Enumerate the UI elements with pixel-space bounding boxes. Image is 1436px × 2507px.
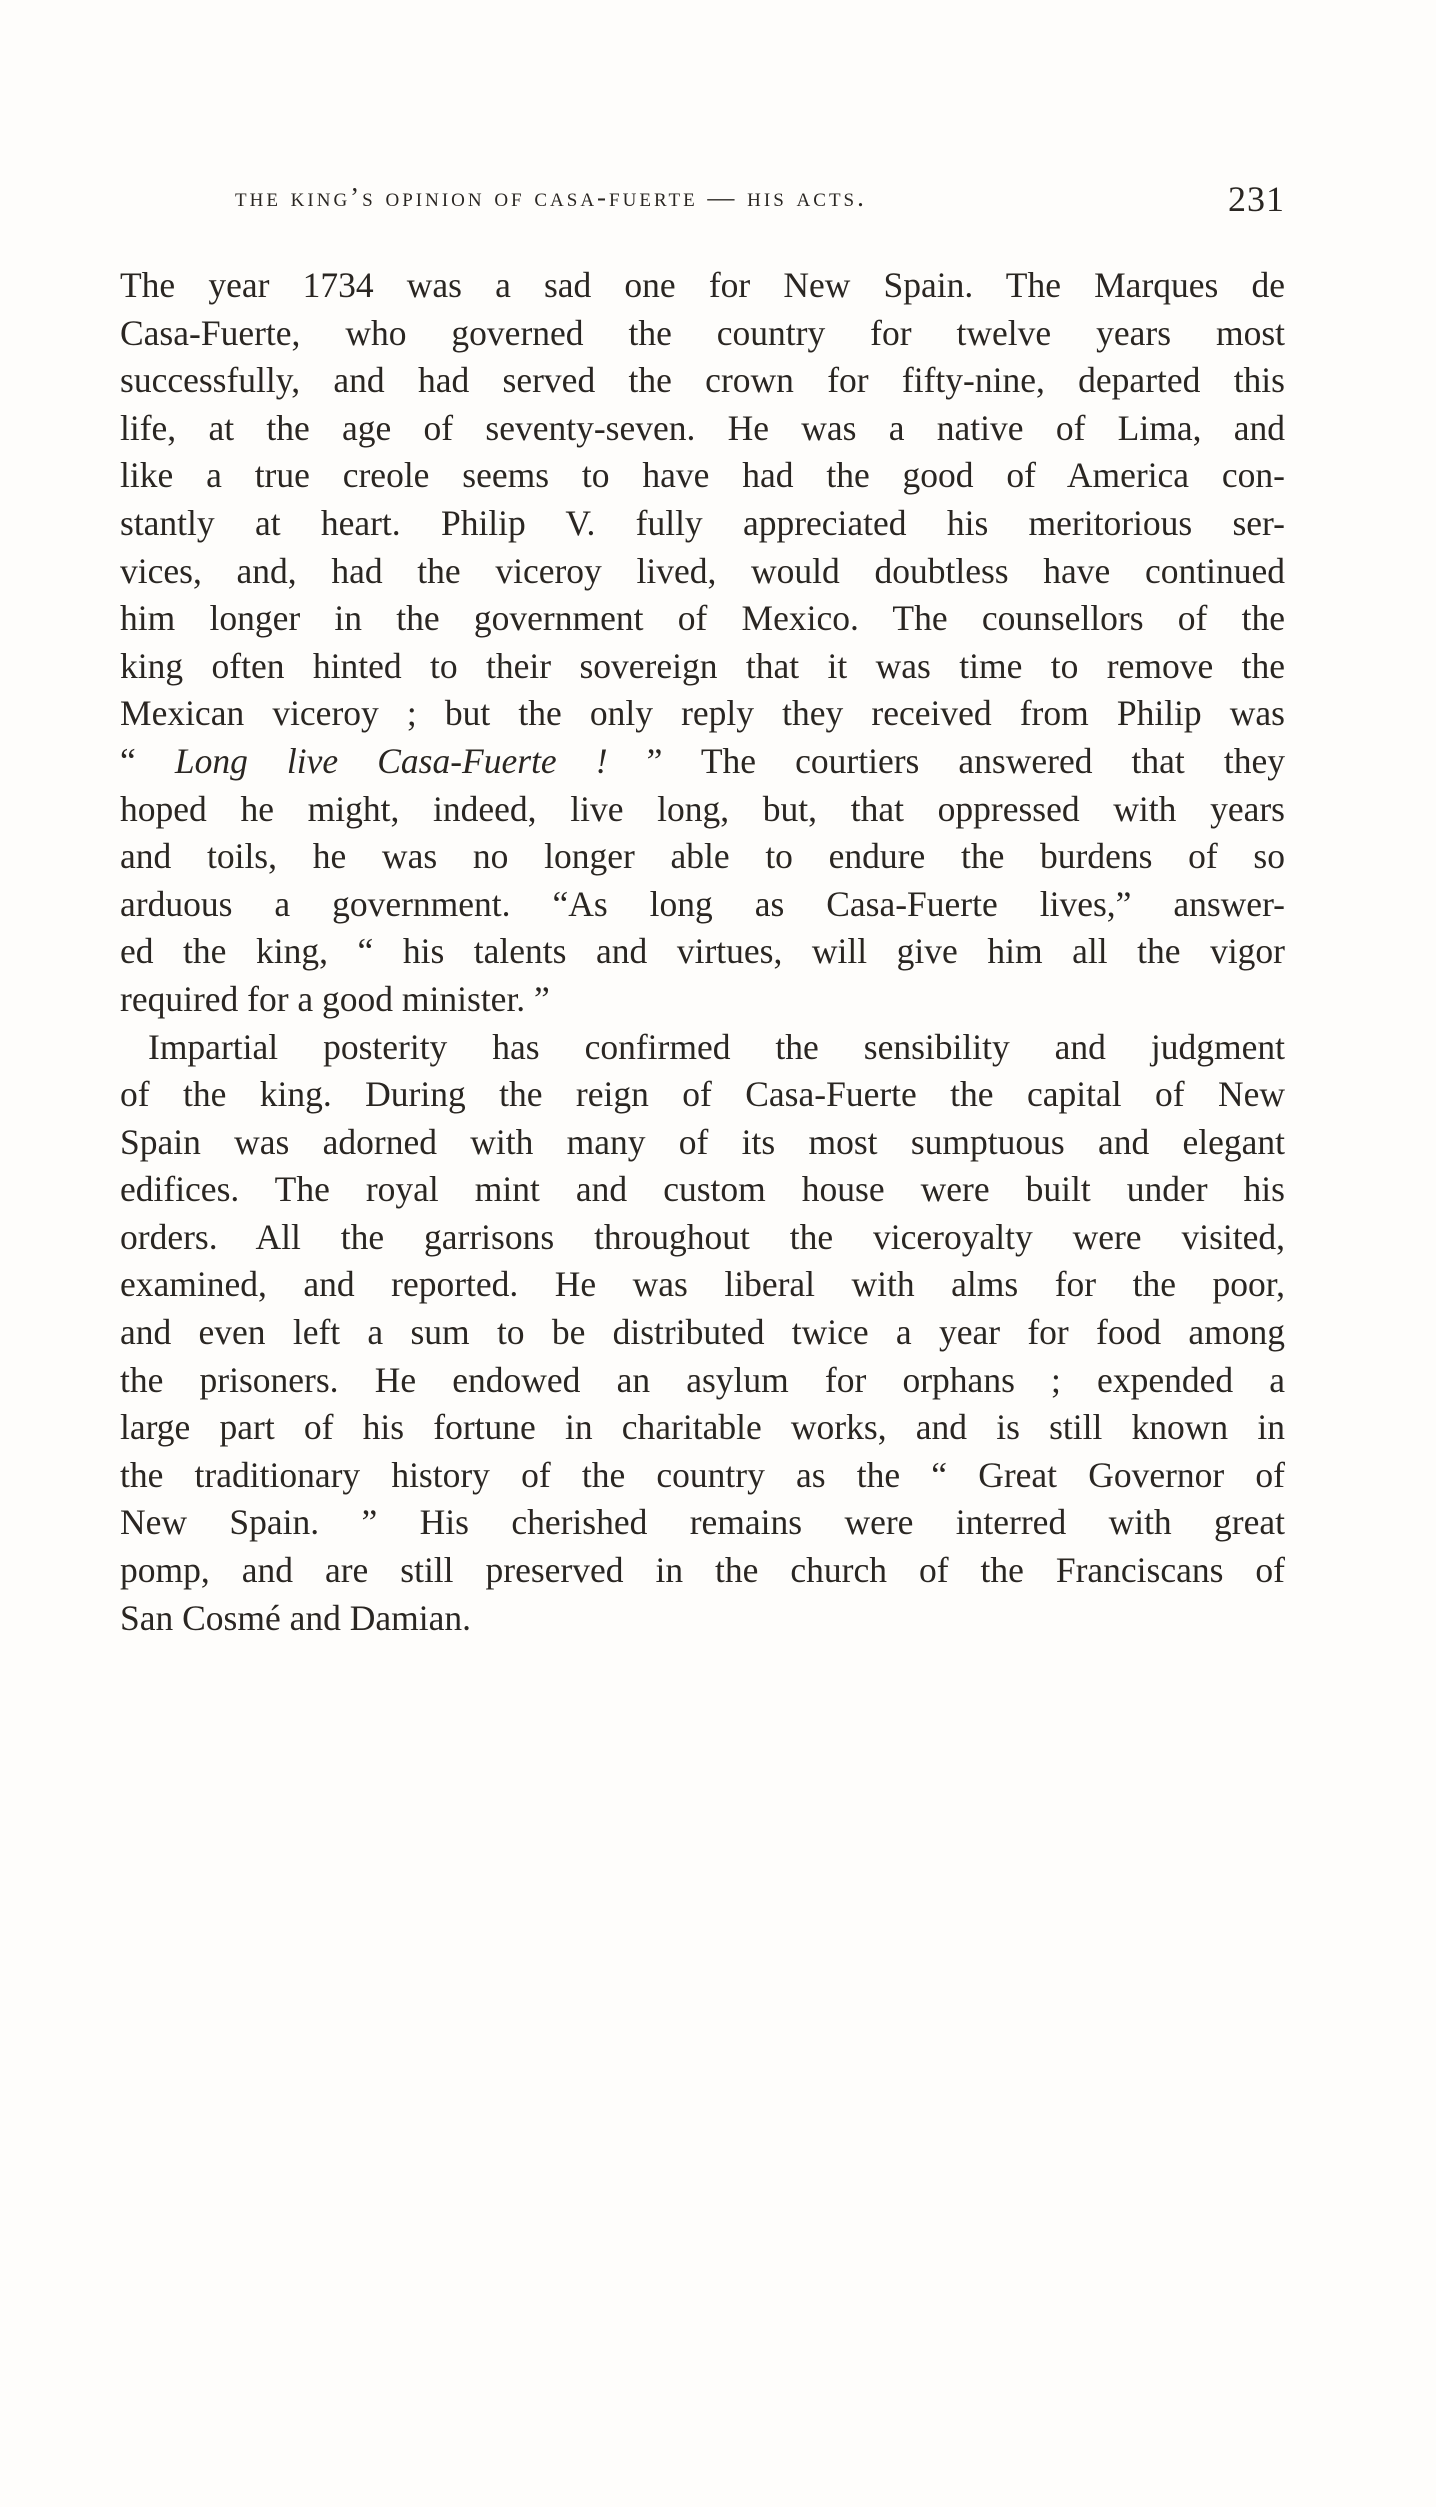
paragraph-2 [120,1024,1285,1643]
italic-quote: Long live Casa-Fuerte ! [174,740,608,781]
text-line: required for a good minister. ” [120,978,550,1019]
text-line: ed the king, “ his talents and virtues, will give him all the vigor [120,931,1285,972]
text-line: hoped he might, indeed, live long, but, that oppressed with years [120,788,1285,829]
text-line: stantly at heart. Philip V. fully appreciated his meritorious ser- [120,502,1285,543]
text-line: San Cosmé and Damian. [120,1597,471,1638]
text-line: and toils, he was no longer able to endure the burdens of so [120,836,1285,877]
text-line: pomp, and are still preserved in the church of the Franciscans of [120,1550,1285,1591]
text-line: king often hinted to their sovereign that it was time to remove the [120,645,1285,686]
quote-open: “ [120,740,175,781]
text-line: and even left a sum to be distributed twice a year for food among [120,1312,1285,1353]
text-line: The year 1734 was a sad one for New Spain. The Marques de [120,265,1285,305]
quote-close-text: ” The courtiers answered that they [607,740,1285,781]
text-line: the traditionary history of the country as the “ Great Governor of [120,1454,1285,1495]
running-header [120,178,1285,222]
text-line: of the king. During the reign of Casa-Fuerte the capital of New [120,1074,1285,1115]
body-text [120,262,1285,1642]
text-line: Mexican viceroy ; but the only reply they received from Philip was [120,693,1285,734]
text-line: arduous a government. “As long as Casa-Fuerte lives,” answer- [120,883,1285,924]
text-line: like a true creole seems to have had the good of America con- [120,455,1285,496]
text-line: successfully, and had served the crown for fifty-nine, departed this [120,360,1285,401]
text-line: Casa-Fuerte, who governed the country for twelve years most [120,312,1285,353]
text-line-with-quote [120,738,1285,786]
text-line: large part of his fortune in charitable works, and is still known in [120,1407,1285,1448]
text-line: orders. All the garrisons throughout the viceroyalty were visited, [120,1216,1285,1257]
text-line: edifices. The royal mint and custom house were built under his [120,1169,1285,1210]
text-line: life, at the age of seventy-seven. He was a native of Lima, and [120,407,1285,448]
text-line: Impartial posterity has confirmed the sensibility and judgment [148,1026,1285,1067]
paragraph-1 [120,262,1285,1024]
text-line: vices, and, had the viceroy lived, would doubtless have continued [120,550,1285,591]
text-line: New Spain. ” His cherished remains were interred with great [120,1502,1285,1543]
text-line: Spain was adorned with many of its most sumptuous and elegant [120,1121,1285,1162]
text-line: examined, and reported. He was liberal with alms for the poor, [120,1264,1285,1305]
text-line: him longer in the government of Mexico. The counsellors of the [120,598,1285,639]
text-line: the prisoners. He endowed an asylum for orphans ; expended a [120,1359,1285,1400]
page-number: 231 [1228,179,1285,219]
running-title: the king’s opinion of casa-fuerte — his acts. [235,182,867,212]
